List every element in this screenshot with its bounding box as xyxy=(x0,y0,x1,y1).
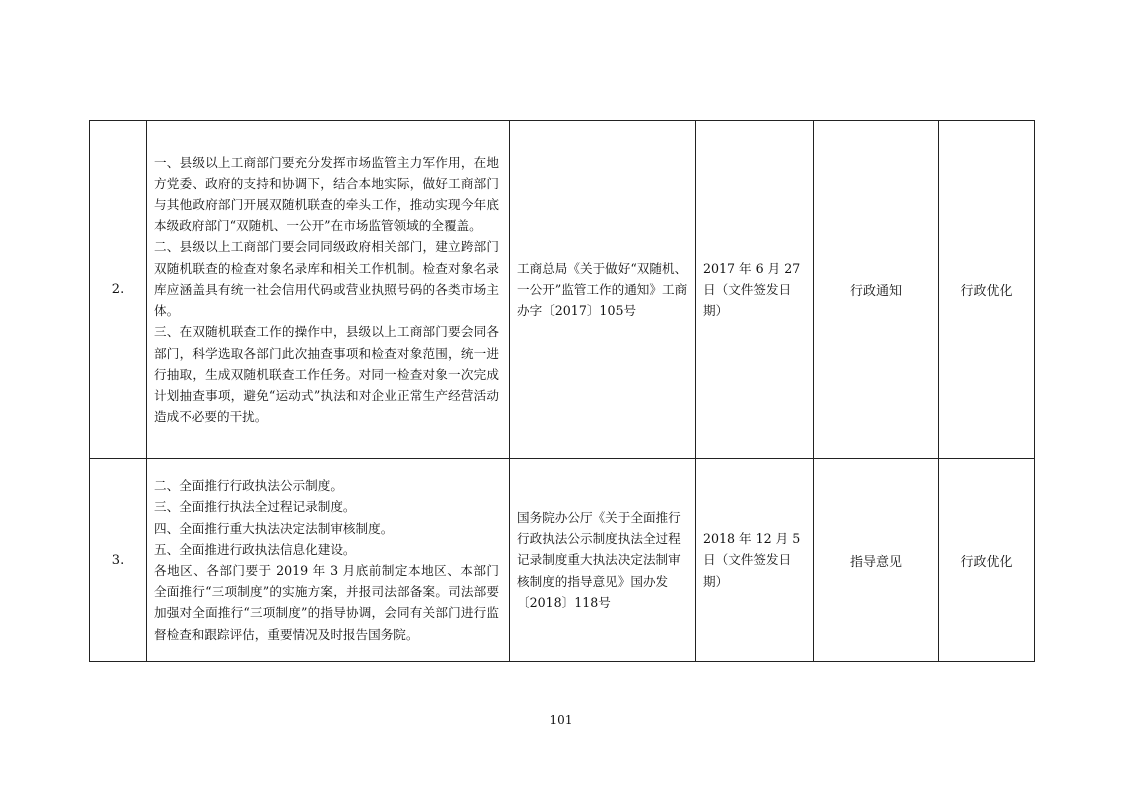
content-paragraph: 三、全面推行执法全过程记录制度。 xyxy=(154,499,356,515)
policy-table xyxy=(89,120,1035,662)
content-paragraph: 四、全面推行重大执法决定法制审核制度。 xyxy=(154,520,394,536)
content-paragraph: 二、全面推行行政执法公示制度。 xyxy=(154,478,343,494)
basis-cell: 工商总局《关于做好“双随机、一公开”监管工作的通知》工商办字〔2017〕105号 xyxy=(510,121,696,459)
table-row xyxy=(90,459,1035,662)
content-paragraph: 三、在双随机联查工作的操作中，县级以上工商部门要会同各部门，科学选取各部门此次抽查事项和检查对象范围，统一进行抽取，生成双随机联查工作任务。对同一检查对象一次完成计划抽查事项，避免“运动式”执法和对企业正常生产经营活动造成不必要的干扰。 xyxy=(154,324,499,425)
row-number: 2. xyxy=(90,121,147,459)
content-cell xyxy=(147,459,510,662)
content-paragraph: 二、县级以上工商部门要会同同级政府相关部门，建立跨部门双随机联查的检查对象名录库和相关工作机制。检查对象名录库应涵盖具有统一社会信用代码或营业执照号码的各类市场主体。 xyxy=(154,239,499,319)
category-cell: 行政优化 xyxy=(939,459,1035,662)
row-number: 3. xyxy=(90,459,147,662)
date-cell: 2018 年 12 月 5 日（文件签发日期） xyxy=(696,459,814,662)
date-cell: 2017 年 6 月 27 日（文件签发日期） xyxy=(696,121,814,459)
content-paragraph: 五、全面推进行政执法信息化建设。 xyxy=(154,541,356,557)
doc-type-cell: 行政通知 xyxy=(814,121,939,459)
page-number: 101 xyxy=(549,713,573,727)
content-paragraph: 各地区、各部门要于 2019 年 3 月底前制定本地区、本部门全面推行“三项制度”的实施方案，并报司法部备案。司法部要加强对全面推行“三项制度”的指导协调，会同有关部门进行监督检查和跟踪评估，重要情况及时报告国务院。 xyxy=(154,563,499,642)
content-cell xyxy=(147,121,510,459)
basis-cell: 国务院办公厅《关于全面推行行政执法公示制度执法全过程记录制度重大执法决定法制审核制度的指导意见》国办发〔2018〕118号 xyxy=(510,459,696,662)
table-row xyxy=(90,121,1035,459)
content-paragraph: 一、县级以上工商部门要充分发挥市场监管主力军作用，在地方党委、政府的支持和协调下，结合本地实际，做好工商部门与其他政府部门开展双随机联查的牵头工作，推动实现今年底本级政府部门“双随机、一公开”在市场监管领域的全覆盖。 xyxy=(154,154,499,234)
doc-type-cell: 指导意见 xyxy=(814,459,939,662)
category-cell: 行政优化 xyxy=(939,121,1035,459)
